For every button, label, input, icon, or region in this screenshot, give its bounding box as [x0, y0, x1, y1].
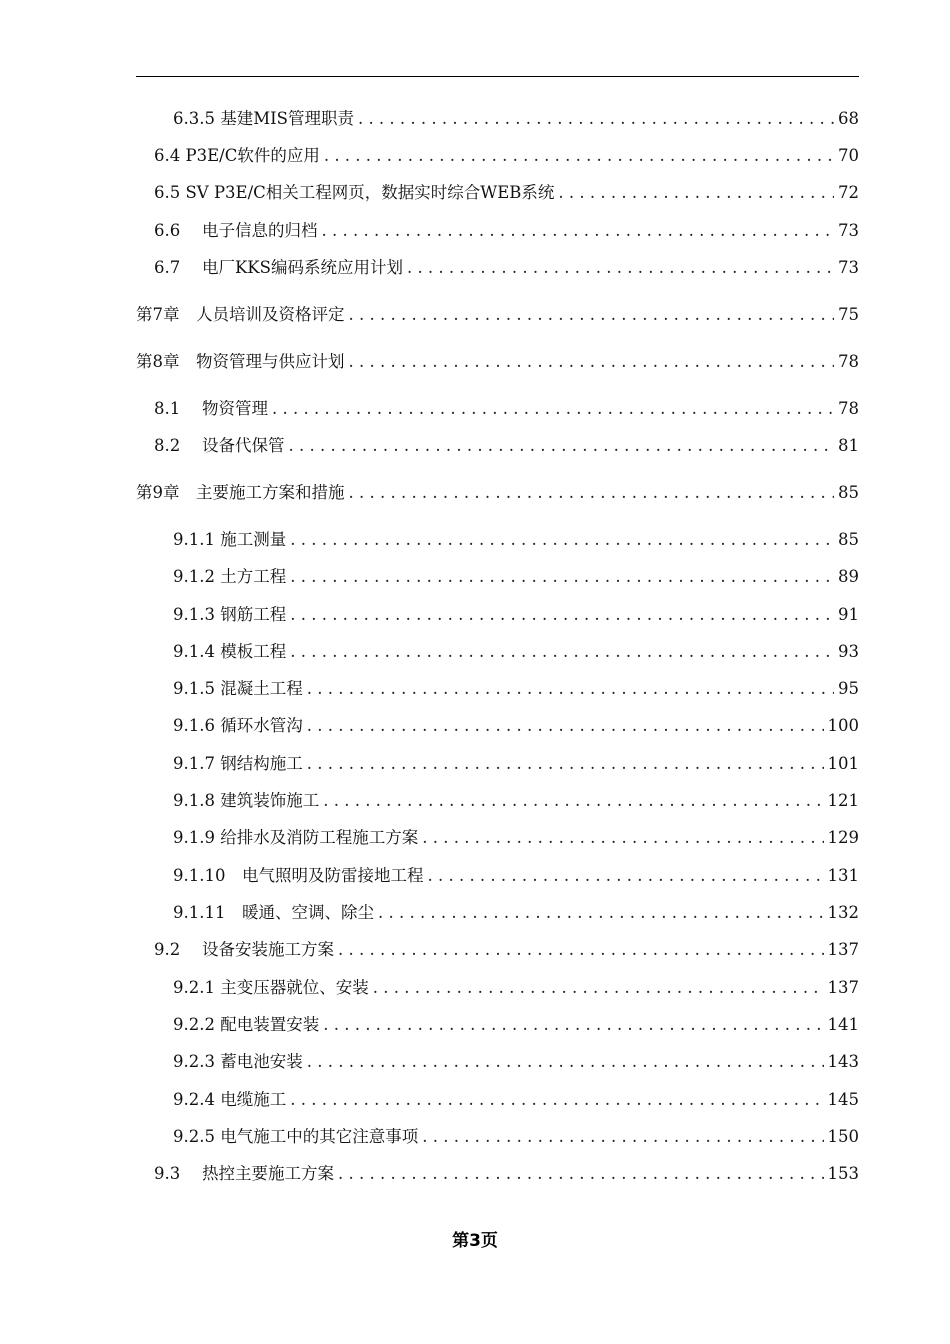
toc-entry-label: 9.1.10 电气照明及防雷接地工程	[173, 866, 424, 885]
dot-leader	[558, 181, 834, 205]
toc-entry-page: 73	[838, 221, 859, 240]
toc-entry-label: 6.3.5 基建MIS管理职责	[173, 109, 354, 128]
toc-entry-label: 9.2.4 电缆施工	[173, 1090, 287, 1109]
toc-entry[interactable]	[136, 434, 859, 458]
dot-leader	[324, 144, 834, 168]
dot-leader	[338, 938, 824, 962]
dot-leader	[378, 901, 824, 925]
toc-entry-page: 100	[827, 716, 859, 735]
toc-entry-page: 131	[827, 866, 859, 885]
toc-entry-page: 101	[827, 754, 859, 773]
toc-entry-label: 9.1.4 模板工程	[173, 642, 287, 661]
toc-entry[interactable]	[136, 397, 859, 421]
dot-leader	[289, 434, 835, 458]
toc-entry-label: 9.1.2 土方工程	[173, 567, 287, 586]
toc-entry-label: 9.1.6 循环水管沟	[173, 716, 303, 735]
dot-leader	[272, 397, 834, 421]
toc-entry-page: 143	[827, 1052, 859, 1071]
page-number: 第3页	[452, 1231, 498, 1251]
dot-leader	[290, 640, 834, 664]
toc-entry[interactable]	[136, 901, 859, 925]
dot-leader	[290, 603, 834, 627]
toc-entry-page: 153	[827, 1164, 859, 1183]
toc-entry-page: 81	[838, 436, 859, 455]
dot-leader	[322, 219, 835, 243]
toc-entry[interactable]	[136, 677, 859, 701]
toc-entry-label: 9.2 设备安装施工方案	[154, 940, 334, 959]
dot-leader	[349, 481, 835, 505]
toc-entry[interactable]	[136, 1050, 859, 1074]
toc-entry[interactable]	[136, 107, 859, 131]
toc-entry-label: 9.1.7 钢结构施工	[173, 754, 303, 773]
toc-entry[interactable]	[136, 1162, 859, 1186]
toc-entry-label: 9.1.3 钢筋工程	[173, 605, 287, 624]
toc-entry-label: 6.5 SV P3E/C相关工程网页，数据实时综合WEB系统	[154, 183, 555, 202]
dot-leader	[349, 350, 835, 374]
toc-entry-label: 9.2.2 配电装置安装	[173, 1015, 320, 1034]
toc-entry-page: 150	[827, 1127, 859, 1146]
toc-entry-page: 95	[838, 679, 859, 698]
toc-entry[interactable]	[136, 1013, 859, 1037]
toc-entry-label: 6.6 电子信息的归档	[154, 221, 318, 240]
dot-leader	[407, 256, 834, 280]
toc-entry-label: 第8章 物资管理与供应计划	[136, 352, 345, 371]
toc-entry-page: 141	[827, 1015, 859, 1034]
toc-entry-label: 9.1.9 给排水及消防工程施工方案	[173, 828, 419, 847]
dot-leader	[307, 1050, 824, 1074]
toc-entry[interactable]	[136, 219, 859, 243]
dot-leader	[323, 789, 823, 813]
toc-entry[interactable]	[136, 181, 859, 205]
toc-entry-label: 9.2.3 蓄电池安装	[173, 1052, 303, 1071]
dot-leader	[349, 303, 835, 327]
toc-entry[interactable]	[136, 303, 859, 327]
toc-entry-label: 9.1.1 施工测量	[173, 530, 287, 549]
dot-leader	[422, 1125, 823, 1149]
toc-entry[interactable]	[136, 481, 859, 505]
dot-leader	[358, 107, 834, 131]
toc-entry-label: 9.1.11 暖通、空调、除尘	[173, 903, 374, 922]
toc-entry-page: 72	[838, 183, 859, 202]
toc-entry[interactable]	[136, 714, 859, 738]
toc-entry[interactable]	[136, 826, 859, 850]
toc-entry-page: 91	[838, 605, 859, 624]
toc-entry[interactable]	[136, 350, 859, 374]
dot-leader	[307, 752, 824, 776]
toc-entry-page: 85	[838, 530, 859, 549]
toc-entry-label: 第7章 人员培训及资格评定	[136, 305, 345, 324]
toc-entry-label: 9.2.5 电气施工中的其它注意事项	[173, 1127, 419, 1146]
toc-entry[interactable]	[136, 640, 859, 664]
toc-entry-label: 6.7 电厂KKS编码系统应用计划	[154, 258, 403, 277]
dot-leader	[338, 1162, 824, 1186]
toc-entry-label: 第9章 主要施工方案和措施	[136, 483, 345, 502]
toc-entry-page: 85	[838, 483, 859, 502]
toc-entry-page: 137	[827, 940, 859, 959]
toc-entry-page: 129	[827, 828, 859, 847]
toc-entry[interactable]	[136, 789, 859, 813]
toc-entry[interactable]	[136, 1088, 859, 1112]
toc-entry-page: 137	[827, 978, 859, 997]
dot-leader	[422, 826, 823, 850]
toc-entry[interactable]	[136, 256, 859, 280]
toc-entry-label: 9.2.1 主变压器就位、安装	[173, 978, 369, 997]
toc-entry-label: 8.2 设备代保管	[154, 436, 285, 455]
toc-entry-page: 89	[838, 567, 859, 586]
toc-entry-page: 78	[838, 352, 859, 371]
dot-leader	[323, 1013, 823, 1037]
toc-entry-page: 78	[838, 399, 859, 418]
dot-leader	[307, 714, 824, 738]
dot-leader	[307, 677, 834, 701]
toc-entry-page: 75	[838, 305, 859, 324]
dot-leader	[290, 565, 834, 589]
toc-entry[interactable]	[136, 976, 859, 1000]
toc-entry[interactable]	[136, 603, 859, 627]
toc-entry-label: 9.1.5 混凝土工程	[173, 679, 303, 698]
toc-entry[interactable]	[136, 938, 859, 962]
toc-entry-page: 70	[838, 146, 859, 165]
toc-entry[interactable]	[136, 144, 859, 168]
toc-entry-label: 8.1 物资管理	[154, 399, 268, 418]
toc-entry[interactable]	[136, 565, 859, 589]
header-rule	[136, 76, 859, 77]
toc-entry-page: 145	[827, 1090, 859, 1109]
toc-entry[interactable]	[136, 752, 859, 776]
toc-entry-page: 132	[827, 903, 859, 922]
toc-entry-page: 68	[838, 109, 859, 128]
dot-leader	[290, 1088, 823, 1112]
toc-entry-label: 9.1.8 建筑装饰施工	[173, 791, 320, 810]
toc-entry-page: 93	[838, 642, 859, 661]
dot-leader	[290, 528, 834, 552]
dot-leader	[373, 976, 824, 1000]
toc-entry[interactable]	[136, 1125, 859, 1149]
toc-entry-page: 73	[838, 258, 859, 277]
toc-entry-page: 121	[827, 791, 859, 810]
toc-entry[interactable]	[136, 864, 859, 888]
toc-entry-label: 6.4 P3E/C软件的应用	[154, 146, 320, 165]
dot-leader	[427, 864, 823, 888]
toc-entry[interactable]	[136, 528, 859, 552]
toc-entry-label: 9.3 热控主要施工方案	[154, 1164, 334, 1183]
